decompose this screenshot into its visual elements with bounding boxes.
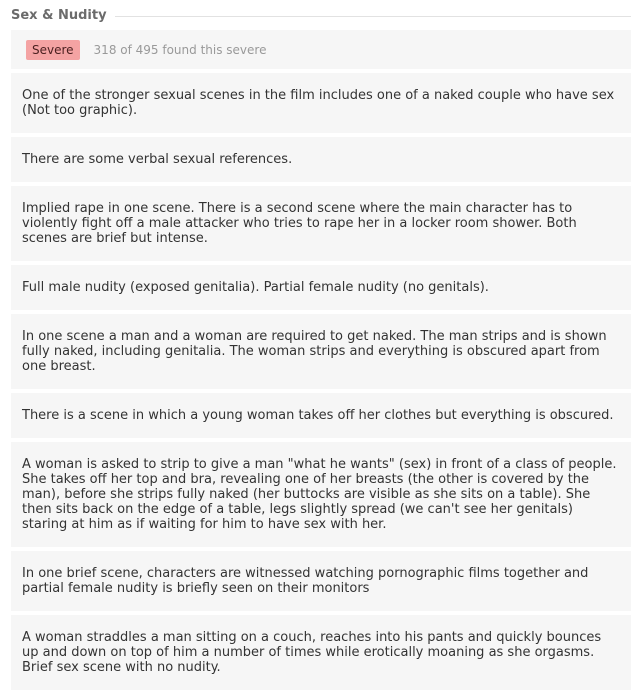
advisory-item: In one brief scene, characters are witnessed watching pornographic films together and partial female nudity is briefly seen on their monitors	[11, 551, 631, 611]
advisory-item: There is a scene in which a young woman takes off her clothes but everything is obscured.	[11, 393, 631, 438]
section-header	[0, 0, 643, 30]
severity-votes-text: 318 of 495 found this severe	[93, 42, 267, 57]
advisory-item: One of the stronger sexual scenes in the film includes one of a naked couple who have sex (Not too graphic).	[11, 73, 631, 133]
advisory-item: A woman is asked to strip to give a man "what he wants" (sex) in front of a class of people. She takes off her top and bra, revealing one of her breasts (the other is covered by the man), before she strips fully naked (her buttocks are visible as she sits on a table). She then sits back on the edge of a table, legs slightly spread (we can't see her genitals) staring at him as if waiting for him to have sex with her.	[11, 442, 631, 547]
advisory-item: Implied rape in one scene. There is a second scene where the main character has to violently fight off a male attacker who tries to rape her in a locker room shower. Both scenes are brief but intense.	[11, 186, 631, 261]
section-divider	[115, 16, 631, 17]
advisory-item: Full male nudity (exposed genitalia). Partial female nudity (no genitals).	[11, 265, 631, 310]
severity-badge: Severe	[26, 40, 80, 60]
advisory-item: In one scene a man and a woman are required to get naked. The man strips and is shown fully naked, including genitalia. The woman strips and everything is obscured apart from one breast.	[11, 314, 631, 389]
advisory-item: A woman straddles a man sitting on a couch, reaches into his pants and quickly bounces up and down on top of him a number of times while erotically moaning as she orgasms. Brief sex scene with no nudity.	[11, 615, 631, 690]
severity-rating-row	[11, 30, 631, 69]
advisory-list	[11, 30, 631, 690]
advisory-item: There are some verbal sexual references.	[11, 137, 631, 182]
section-title: Sex & Nudity	[11, 7, 107, 23]
